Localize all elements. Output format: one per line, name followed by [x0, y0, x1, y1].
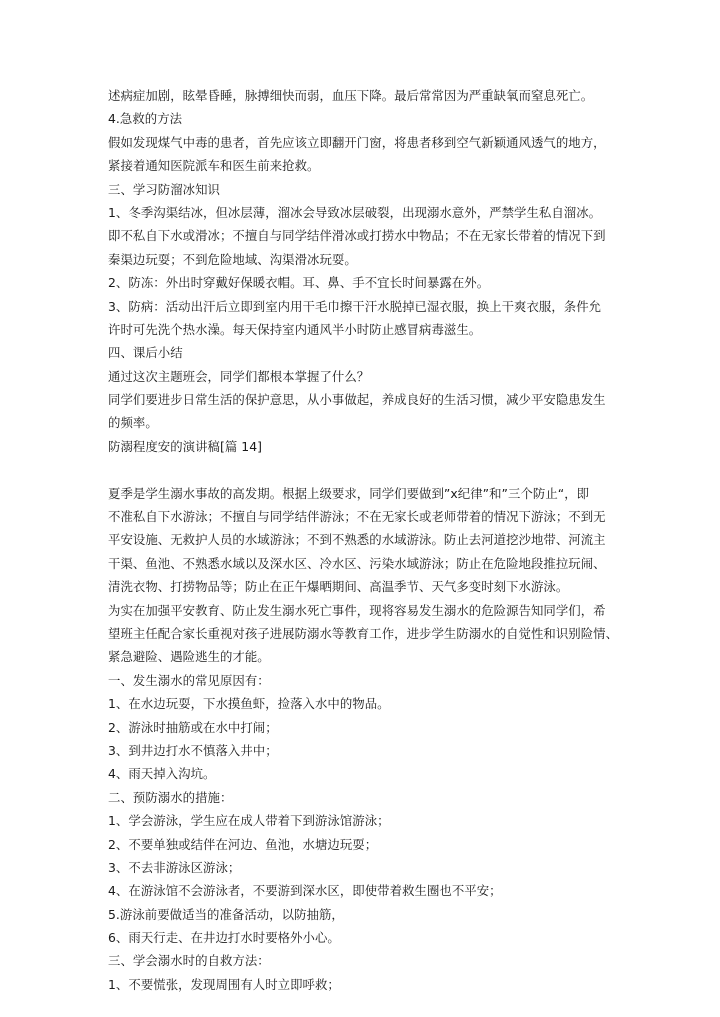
section-heading: 四、课后小结	[108, 345, 183, 361]
text-line: 2、防冻：外出时穿戴好保暖衣帽。耳、鼻、手不宜长时间暴露在外。	[108, 275, 490, 291]
document-page	[108, 84, 620, 996]
list-item: 2、不要单独或结伴在河边、鱼池，水塘边玩耍；	[108, 836, 378, 852]
list-item: 4、雨天掉入沟坑。	[108, 766, 216, 782]
list-item: 4、在游泳馆不会游泳者，不要游到深水区，即使带着救生圈也不平安；	[108, 883, 502, 899]
text-line: 秦渠边玩耍；不到危险地域、沟渠滑冰玩耍。	[108, 251, 357, 267]
text-line: 望班主任配合家长重视对孩子进展防溺水等教育工作，进步学生防溺水的自觉性和识别险情、	[108, 625, 619, 641]
text-line: 许时可先洗个热水澡。每天保持室内通风半小时防止感冒病毒滋生。	[108, 321, 482, 337]
text-line: 1、冬季沟渠结冰，但冰层薄，溜冰会导致冰层破裂，出现溺水意外，严禁学生私自溜冰。	[108, 204, 602, 220]
text-line: 通过这次主题班会，同学们都根本掌握了什么？	[108, 368, 370, 384]
list-item: 3、到井边打水不慎落入井中；	[108, 742, 278, 758]
text-line: 夏季是学生溺水事故的高发期。根据上级要求，同学们要做到”x纪律”和”三个防止“，即	[108, 485, 590, 501]
article-title: 防溺程度安的演讲稿[篇 14]	[108, 438, 263, 454]
text-line: 为实在加强平安教育、防止发生溺水死亡事件，现将容易发生溺水的危险源告知同学们，希	[108, 602, 606, 618]
section-heading: 二、预防溺水的措施：	[108, 789, 233, 805]
text-line: 清洗衣物、打捞物品等；防止在正午爆晒期间、高温季节、天气多变时刻下水游泳。	[108, 579, 569, 595]
text-line: 假如发现煤气中毒的患者，首先应该立即翻开门窗，将患者移到空气新颖通风透气的地方，	[108, 134, 606, 150]
text-line: 即不私自下水或滑冰；不擅自与同学结伴滑冰或打捞水中物品；不在无家长带着的情况下到	[108, 228, 606, 244]
text-line: 干渠、鱼池、不熟悉水域以及深水区、冷水区、污染水域游泳；防止在危险地段推拉玩闹、	[108, 555, 606, 571]
text-line: 紧接着通知医院派车和医生前来抢救。	[108, 158, 320, 174]
text-line: 不准私自下水游泳；不擅自与同学结伴游泳；不在无家长或老师带着的情况下游泳；不到无	[108, 509, 606, 525]
section-heading: 三、学会溺水时的自救方法：	[108, 953, 270, 969]
list-item: 1、不要慌张，发现周围有人时立即呼救；	[108, 976, 340, 992]
text-line: 3、防病：活动出汗后立即到室内用干毛巾擦干汗水脱掉已湿衣服，换上干爽衣服，条件允	[108, 298, 602, 314]
list-item: 1、学会游泳，学生应在成人带着下到游泳馆游泳；	[108, 813, 390, 829]
list-item: 5.游泳前要做适当的准备活动，以防抽筋，	[108, 906, 344, 922]
section-heading: 一、发生溺水的常见原因有：	[108, 672, 270, 688]
blank-line	[108, 458, 620, 481]
text-line: 述病症加剧，眩晕昏睡，脉搏细快而弱，血压下降。最后常常因为严重缺氧而窒息死亡。	[108, 88, 594, 103]
list-item: 3、不去非游泳区游泳；	[108, 859, 241, 875]
list-item: 6、雨天行走、在井边打水时要格外小心。	[108, 930, 340, 946]
text-line: 平安设施、无救护人员的水域游泳；不到不熟悉的水域游泳。防止去河道挖沙地带、河流主	[108, 532, 606, 548]
section-heading: 4.急救的方法	[108, 111, 183, 127]
list-item: 1、在水边玩耍，下水摸鱼虾，捡落入水中的物品。	[108, 696, 390, 712]
text-line: 紧急避险、遇险逃生的才能。	[108, 649, 270, 665]
section-heading: 三、学习防溜冰知识	[108, 181, 220, 197]
list-item: 2、游泳时抽筋或在水中打闹；	[108, 719, 278, 735]
text-line: 的频率。	[108, 415, 158, 431]
text-line: 同学们要进步日常生活的保护意思，从小事做起，养成良好的生活习惯，减少平安隐患发生	[108, 392, 606, 408]
